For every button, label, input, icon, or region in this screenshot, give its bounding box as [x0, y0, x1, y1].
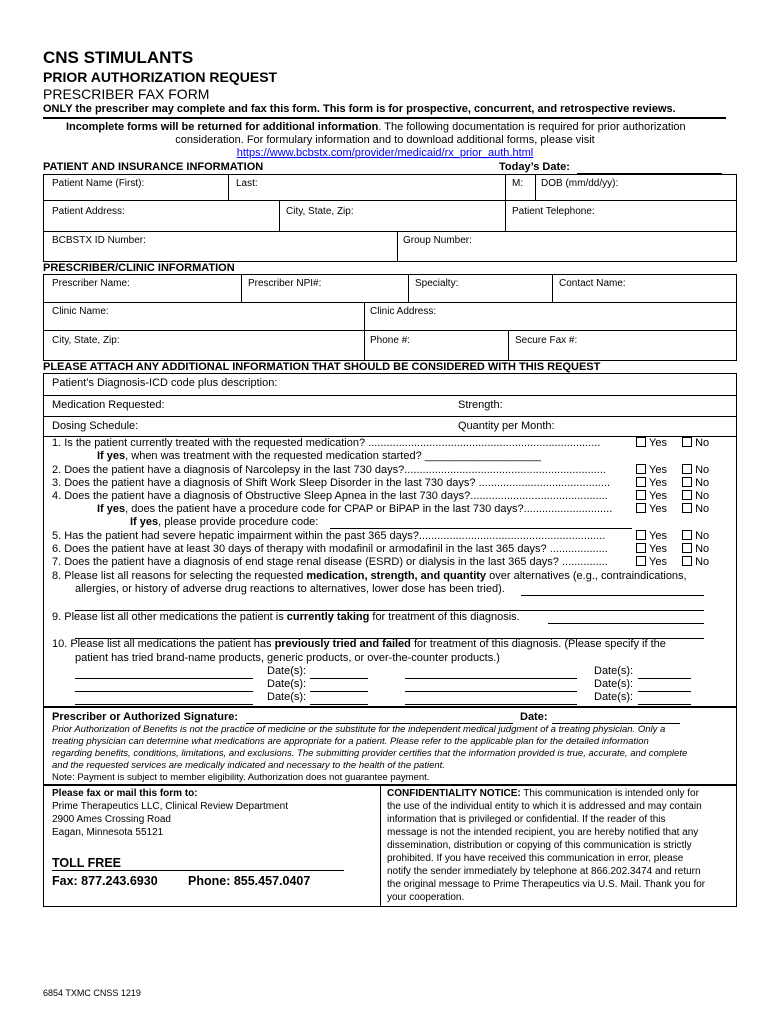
- q6-yes-checkbox[interactable]: [636, 543, 646, 553]
- incomplete-notice: Incomplete forms will be returned for additional information. The following documentation is required for prior authorization: [66, 121, 686, 133]
- prescriber-npi-field[interactable]: Prescriber NPI#:: [248, 278, 322, 289]
- formulary-link[interactable]: https://www.bcbstx.com/provider/medicaid/rx_prior_auth.html: [236, 147, 534, 159]
- patient-section-heading: PATIENT AND INSURANCE INFORMATION: [43, 161, 264, 173]
- clinical-row-divider: [43, 395, 737, 396]
- yes-label: Yes: [649, 464, 667, 476]
- q10-dates-label: Date(s):: [267, 691, 307, 703]
- question-10-line2: patient has tried brand-name products, generic products, or over-the-counter products.): [75, 652, 500, 664]
- disclaimer-line: and the requested services are medically indicated and necessary to the health of the patient.: [52, 760, 445, 771]
- form-title: CNS STIMULANTS: [43, 48, 194, 67]
- prescriber-col-divider: [408, 274, 409, 302]
- todays-date-label: Today’s Date:: [499, 161, 570, 173]
- prescriber-col-divider: [508, 330, 509, 361]
- confidentiality-line: the original message to Prime Therapeutics via U.S. Mail. Thank you for: [387, 879, 706, 890]
- question-8-line2: allergies, or history of adverse drug reactions to alternatives, lower dose has been tried).: [75, 583, 505, 595]
- question-4b: If yes, please provide procedure code:: [130, 516, 319, 528]
- question-4a: If yes, does the patient have a procedure code for CPAP or BiPAP in the last 730 days?.............................: [97, 503, 613, 515]
- patient-mi-field[interactable]: M:: [512, 178, 524, 189]
- medication-requested-field[interactable]: Medication Requested:: [52, 399, 165, 411]
- q10-dates-line[interactable]: [310, 666, 368, 679]
- question-3: 3. Does the patient have a diagnosis of Shift Work Sleep Disorder in the last 730 days? ...........................................: [52, 477, 611, 489]
- disclaimer-line: regarding benefits, conditions, limitations, and exclusions. The submitting provider certifies that the information provided is true, accurate, and complete: [52, 748, 688, 759]
- fax-to-heading: Please fax or mail this form to:: [52, 788, 198, 799]
- confidentiality-notice: CONFIDENTIALITY NOTICE: This communication is intended only for: [387, 788, 699, 799]
- patient-city-state-zip-field[interactable]: City, State, Zip:: [286, 206, 354, 217]
- url-wrap: [0, 147, 770, 159]
- form-subtitle: PRIOR AUTHORIZATION REQUEST: [43, 69, 278, 85]
- patient-dob-field[interactable]: DOB (mm/dd/yy):: [541, 178, 619, 189]
- patient-first-name-field[interactable]: Patient Name (First):: [52, 178, 145, 189]
- signature-field[interactable]: [246, 711, 513, 724]
- clinic-address-field[interactable]: Clinic Address:: [370, 306, 437, 317]
- no-label: No: [695, 543, 710, 555]
- patient-col-divider: [228, 174, 229, 200]
- form-type: PRESCRIBER FAX FORM: [43, 86, 210, 102]
- toll-free-label: TOLL FREE: [52, 856, 121, 870]
- question-2: 2. Does the patient have a diagnosis of Narcolepsy in the last 730 days?..................................................................: [52, 464, 606, 476]
- q10-med-line[interactable]: [75, 679, 253, 692]
- q4a-yes-checkbox[interactable]: [636, 503, 646, 513]
- prescriber-only-notice: ONLY the prescriber may complete and fax this form. This form is for prospective, concurrent, and retrospective reviews.: [43, 103, 676, 115]
- q10-med-line[interactable]: [405, 679, 577, 692]
- question-3-options: [636, 477, 709, 489]
- payment-note: Note: Payment is subject to member eligibility. Authorization does not guarantee payment.: [52, 772, 430, 783]
- q3-no-checkbox[interactable]: [682, 477, 692, 487]
- prescriber-row-divider-1: [43, 302, 737, 303]
- no-label: No: [695, 490, 710, 502]
- question-7: 7. Does the patient have a diagnosis of end stage renal disease (ESRD) or dialysis in the last 365 days? ...............: [52, 556, 608, 568]
- q4a-no-checkbox[interactable]: [682, 503, 692, 513]
- member-id-field[interactable]: BCBSTX ID Number:: [52, 235, 146, 246]
- q10-dates-label: Date(s):: [594, 665, 634, 677]
- question-1-options: [636, 437, 709, 449]
- yes-label: Yes: [649, 543, 667, 555]
- procedure-code-field[interactable]: [330, 516, 632, 529]
- patient-row-divider-2: [43, 231, 737, 232]
- q5-yes-checkbox[interactable]: [636, 530, 646, 540]
- question-1: 1. Is the patient currently treated with the requested medication? ............................................................................: [52, 437, 601, 449]
- secure-fax-field[interactable]: Secure Fax #:: [515, 335, 578, 346]
- q10-dates-label: Date(s):: [267, 678, 307, 690]
- formulary-notice: consideration. For formulary information and to download additional forms, please visit: [175, 134, 595, 146]
- question-4a-options: [636, 503, 709, 515]
- q10-med-line[interactable]: [405, 692, 577, 705]
- q10-dates-label: Date(s):: [594, 691, 634, 703]
- question-10: 10. Please list all medications the patient has previously tried and failed for treatment of this diagnosis. (Please specify if the: [52, 638, 666, 650]
- q4-yes-checkbox[interactable]: [636, 490, 646, 500]
- group-number-field[interactable]: Group Number:: [403, 235, 472, 246]
- q7-no-checkbox[interactable]: [682, 556, 692, 566]
- q2-no-checkbox[interactable]: [682, 464, 692, 474]
- q10-med-line[interactable]: [75, 692, 253, 705]
- q10-dates-line[interactable]: [638, 692, 691, 705]
- todays-date-field[interactable]: [577, 161, 722, 174]
- q10-dates-label: Date(s):: [267, 665, 307, 677]
- patient-address-field[interactable]: Patient Address:: [52, 206, 125, 217]
- patient-info-box: [43, 174, 737, 262]
- yes-label: Yes: [649, 437, 667, 449]
- question-4: 4. Does the patient have a diagnosis of Obstructive Sleep Apnea in the last 730 days?.............................................: [52, 490, 608, 502]
- no-label: No: [695, 437, 710, 449]
- confidentiality-line: the use of the individual entity to which it is addressed and may contain: [387, 801, 702, 812]
- confidentiality-line: prohibited. If you have received this communication in error, please: [387, 853, 684, 864]
- q10-dates-line[interactable]: [638, 679, 691, 692]
- q1-yes-checkbox[interactable]: [636, 437, 646, 447]
- patient-last-name-field[interactable]: Last:: [236, 178, 258, 189]
- confidentiality-line: dissemination, distribution or copying of this communication is strictly: [387, 840, 692, 851]
- fax-to-line: Eagan, Minnesota 55121: [52, 827, 164, 838]
- prescriber-row-divider-2: [43, 330, 737, 331]
- confidentiality-line: your cooperation.: [387, 892, 465, 903]
- q10-med-line[interactable]: [75, 666, 253, 679]
- q10-dates-label: Date(s):: [594, 678, 634, 690]
- fax-number: Fax: 877.243.6930: [52, 874, 158, 888]
- patient-col-divider: [279, 200, 280, 231]
- prescriber-col-divider: [552, 274, 553, 302]
- question-9: 9. Please list all other medications the patient is currently taking for treatment of this diagnosis.: [52, 611, 520, 623]
- q7-yes-checkbox[interactable]: [636, 556, 646, 566]
- disclaimer-line: treating physician can determine what medications are appropriate for a patient. Please refer to the applicable plan for the detailed information: [52, 736, 649, 747]
- phone-number: Phone: 855.457.0407: [188, 874, 311, 888]
- question-8: 8. Please list all reasons for selecting the requested medication, strength, and quantity over alternatives (e.g., contraindications,: [52, 570, 687, 582]
- yes-label: Yes: [649, 556, 667, 568]
- quantity-per-month-field[interactable]: Quantity per Month:: [458, 420, 555, 432]
- fax-to-line: 2900 Ames Crossing Road: [52, 814, 171, 825]
- question-6: 6. Does the patient have at least 30 days of therapy with modafinil or armodafinil in the last 365 days? ...................: [52, 543, 608, 555]
- patient-telephone-field[interactable]: Patient Telephone:: [512, 206, 595, 217]
- prescriber-col-divider: [241, 274, 242, 302]
- prescriber-col-divider: [364, 302, 365, 361]
- patient-col-divider: [535, 174, 536, 200]
- yes-label: Yes: [649, 503, 667, 515]
- q8-answer-line-2[interactable]: [75, 598, 704, 611]
- q8-answer-line-1[interactable]: [521, 583, 704, 596]
- q1-no-checkbox[interactable]: [682, 437, 692, 447]
- q3-yes-checkbox[interactable]: [636, 477, 646, 487]
- patient-col-divider: [505, 174, 506, 200]
- toll-free-rule: [52, 870, 344, 871]
- patient-col-divider: [397, 231, 398, 262]
- q9-answer-line-1[interactable]: [548, 611, 704, 624]
- attach-section-heading: PLEASE ATTACH ANY ADDITIONAL INFORMATION THAT SHOULD BE CONSIDERED WITH THIS REQUEST: [43, 361, 601, 373]
- question-6-options: [636, 543, 709, 555]
- yes-label: Yes: [649, 490, 667, 502]
- q10-med-line[interactable]: [405, 666, 577, 679]
- patient-row-divider-1: [43, 200, 737, 201]
- question-1a: If yes, when was treatment with the requested medication started? ___________________: [97, 450, 541, 462]
- q10-dates-line[interactable]: [310, 679, 368, 692]
- q10-dates-line[interactable]: [310, 692, 368, 705]
- prescriber-name-field[interactable]: Prescriber Name:: [52, 278, 130, 289]
- prescriber-info-box: [43, 274, 737, 361]
- clinic-phone-field[interactable]: Phone #:: [370, 335, 411, 346]
- no-label: No: [695, 503, 710, 515]
- prescriber-section-heading: PRESCRIBER/CLINIC INFORMATION: [43, 262, 235, 274]
- signature-label: Prescriber or Authorized Signature:: [52, 711, 239, 723]
- q2-yes-checkbox[interactable]: [636, 464, 646, 474]
- form-code: 6854 TXMC CNSS 1219: [43, 988, 141, 998]
- no-label: No: [695, 477, 710, 489]
- signature-date-label: Date:: [520, 711, 548, 723]
- contact-box-divider: [380, 785, 381, 907]
- confidentiality-line: message is not the intended recipient, you are hereby notified that any: [387, 827, 699, 838]
- confidentiality-line: information that is privileged or confidential. If the reader of this: [387, 814, 666, 825]
- contact-name-field[interactable]: Contact Name:: [559, 278, 626, 289]
- clinic-name-field[interactable]: Clinic Name:: [52, 306, 109, 317]
- q10-dates-line[interactable]: [638, 666, 691, 679]
- no-label: No: [695, 556, 710, 568]
- diagnosis-field[interactable]: Patient’s Diagnosis-ICD code plus description:: [52, 377, 278, 389]
- confidentiality-line: notify the sender immediately by telephone at 866.202.3474 and return: [387, 866, 701, 877]
- no-label: No: [695, 464, 710, 476]
- clinic-city-state-zip-field[interactable]: City, State, Zip:: [52, 335, 120, 346]
- signature-date-field[interactable]: [552, 711, 680, 724]
- clinical-row-divider: [43, 416, 737, 417]
- question-7-options: [636, 556, 709, 568]
- question-5-options: [636, 530, 709, 542]
- question-4-options: [636, 490, 709, 502]
- header-rule: [43, 117, 726, 119]
- q6-no-checkbox[interactable]: [682, 543, 692, 553]
- dosing-schedule-field[interactable]: Dosing Schedule:: [52, 420, 139, 432]
- yes-label: Yes: [649, 477, 667, 489]
- q5-no-checkbox[interactable]: [682, 530, 692, 540]
- q4-no-checkbox[interactable]: [682, 490, 692, 500]
- yes-label: Yes: [649, 530, 667, 542]
- fax-to-line: Prime Therapeutics LLC, Clinical Review Department: [52, 801, 289, 812]
- no-label: No: [695, 530, 710, 542]
- strength-field[interactable]: Strength:: [458, 399, 503, 411]
- question-2-options: [636, 464, 709, 476]
- specialty-field[interactable]: Specialty:: [415, 278, 459, 289]
- disclaimer-line: Prior Authorization of Benefits is not the practice of medicine or the substitute for the independent medical judgment of a treating physician. Only a: [52, 724, 666, 735]
- question-5: 5. Has the patient had severe hepatic impairment within the past 365 days?.............................................................: [52, 530, 606, 542]
- patient-col-divider: [505, 200, 506, 231]
